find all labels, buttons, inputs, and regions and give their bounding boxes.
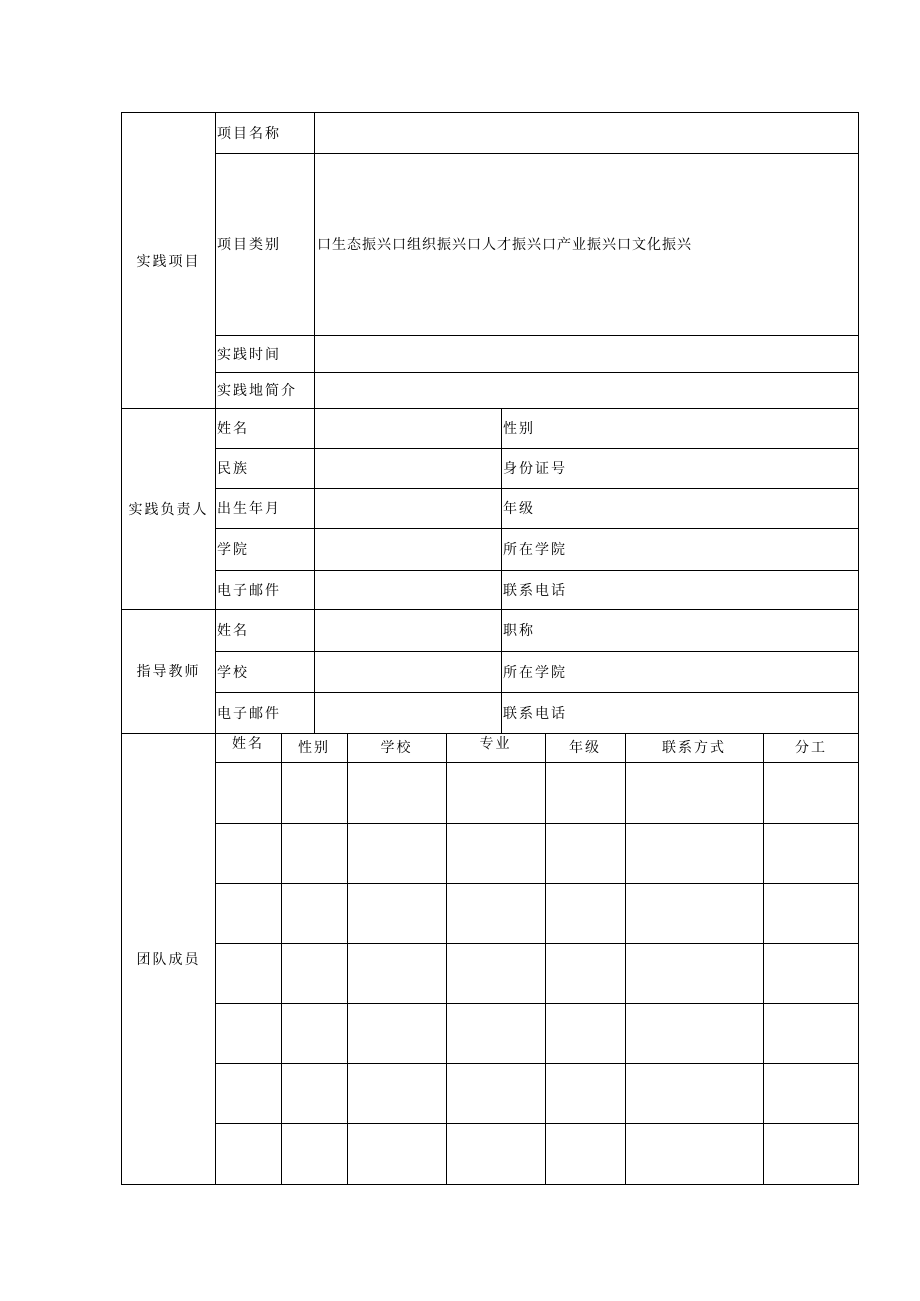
team-member-contact-cell[interactable] xyxy=(626,1124,763,1184)
team-member-name-cell[interactable] xyxy=(216,884,281,943)
team-member-school-cell[interactable] xyxy=(348,1064,446,1123)
team-member-contact-cell[interactable] xyxy=(626,1004,763,1063)
team-member-name-cell[interactable] xyxy=(216,763,281,823)
team-member-school-cell[interactable] xyxy=(348,1124,446,1184)
practice-location-field[interactable] xyxy=(315,372,859,408)
advisor-school-field[interactable] xyxy=(315,651,501,692)
section-label-practice-project: 实践项目 xyxy=(136,253,201,270)
team-member-role-cell[interactable] xyxy=(764,824,859,883)
project-name-field[interactable] xyxy=(315,113,859,153)
team-member-contact-cell[interactable] xyxy=(626,824,763,883)
leader-college-field[interactable] xyxy=(315,528,501,570)
team-member-school-cell[interactable] xyxy=(348,884,446,943)
leader-email-label: 电子邮件 xyxy=(217,582,281,599)
team-member-school-cell[interactable] xyxy=(348,1004,446,1063)
team-member-grade-cell[interactable] xyxy=(546,944,625,1003)
team-member-name-cell[interactable] xyxy=(216,824,281,883)
practice-time-label: 实践时间 xyxy=(217,346,281,363)
team-member-role-cell[interactable] xyxy=(764,763,859,823)
team-member-gender-cell[interactable] xyxy=(282,763,347,823)
team-member-major-cell[interactable] xyxy=(447,884,545,943)
team-member-major-cell[interactable] xyxy=(447,763,545,823)
leader-birth-label: 出生年月 xyxy=(217,501,281,517)
team-member-gender-cell[interactable] xyxy=(282,884,347,943)
leader-ethnicity-label: 民族 xyxy=(217,461,249,477)
team-member-gender-cell[interactable] xyxy=(282,944,347,1003)
team-header-school: 学校 xyxy=(380,740,413,756)
team-member-contact-cell[interactable] xyxy=(626,884,763,943)
section-label-leader: 实践负责人 xyxy=(128,501,209,518)
advisor-email-field[interactable] xyxy=(315,692,501,733)
team-member-role-cell[interactable] xyxy=(764,1124,859,1184)
section-label-team: 团队成员 xyxy=(136,951,201,968)
leader-birth-field[interactable] xyxy=(315,488,501,528)
advisor-name-label: 姓名 xyxy=(217,623,249,639)
team-member-school-cell[interactable] xyxy=(348,824,446,883)
project-category-label: 项目类别 xyxy=(217,237,281,253)
team-header-contact: 联系方式 xyxy=(662,740,726,756)
team-member-school-cell[interactable] xyxy=(348,763,446,823)
section-label-advisor: 指导教师 xyxy=(136,664,201,680)
advisor-email-label: 电子邮件 xyxy=(217,705,281,722)
team-header-major: 专业 xyxy=(479,736,512,752)
advisor-name-field[interactable] xyxy=(315,609,501,651)
leader-name-field[interactable] xyxy=(315,408,501,448)
leader-gender-label[interactable]: 性别 xyxy=(503,421,535,437)
team-member-name-cell[interactable] xyxy=(216,1004,281,1063)
team-member-grade-cell[interactable] xyxy=(546,884,625,943)
leader-id-label[interactable]: 身份证号 xyxy=(503,461,567,477)
team-member-gender-cell[interactable] xyxy=(282,1004,347,1063)
team-member-major-cell[interactable] xyxy=(447,1004,545,1063)
team-member-role-cell[interactable] xyxy=(764,1064,859,1123)
team-member-contact-cell[interactable] xyxy=(626,944,763,1003)
team-member-gender-cell[interactable] xyxy=(282,1124,347,1184)
team-member-grade-cell[interactable] xyxy=(546,824,625,883)
team-header-gender: 性别 xyxy=(298,740,330,756)
team-member-major-cell[interactable] xyxy=(447,1124,545,1184)
advisor-title-label[interactable]: 职称 xyxy=(503,623,535,639)
team-member-major-cell[interactable] xyxy=(447,944,545,1003)
team-member-contact-cell[interactable] xyxy=(626,763,763,823)
project-name-label: 项目名称 xyxy=(217,126,281,142)
team-member-major-cell[interactable] xyxy=(447,1064,545,1123)
advisor-phone-label[interactable]: 联系电话 xyxy=(503,705,567,722)
team-member-role-cell[interactable] xyxy=(764,1004,859,1063)
project-category-options[interactable]: 口生态振兴口组织振兴口人才振兴口产业振兴口文化振兴 xyxy=(317,237,692,253)
team-member-name-cell[interactable] xyxy=(216,1064,281,1123)
advisor-department-label[interactable]: 所在学院 xyxy=(503,664,567,681)
leader-name-label: 姓名 xyxy=(217,421,249,437)
leader-phone-label[interactable]: 联系电话 xyxy=(503,582,567,599)
team-header-role: 分工 xyxy=(795,740,827,756)
team-member-gender-cell[interactable] xyxy=(282,1064,347,1123)
team-member-major-cell[interactable] xyxy=(447,824,545,883)
team-header-grade: 年级 xyxy=(569,740,601,756)
team-member-grade-cell[interactable] xyxy=(546,1064,625,1123)
leader-department-label[interactable]: 所在学院 xyxy=(503,542,567,558)
application-form-table xyxy=(121,112,859,1185)
team-member-gender-cell[interactable] xyxy=(282,824,347,883)
team-member-contact-cell[interactable] xyxy=(626,1064,763,1123)
team-header-name: 姓名 xyxy=(232,736,264,752)
team-member-grade-cell[interactable] xyxy=(546,1004,625,1063)
leader-email-field[interactable] xyxy=(315,570,501,609)
team-member-grade-cell[interactable] xyxy=(546,1124,625,1184)
leader-college-label: 学院 xyxy=(217,542,249,558)
leader-grade-label[interactable]: 年级 xyxy=(503,501,535,517)
team-member-name-cell[interactable] xyxy=(216,944,281,1003)
team-member-school-cell[interactable] xyxy=(348,944,446,1003)
advisor-school-label: 学校 xyxy=(217,664,249,681)
team-member-name-cell[interactable] xyxy=(216,1124,281,1184)
team-member-grade-cell[interactable] xyxy=(546,763,625,823)
practice-time-field[interactable] xyxy=(315,335,859,372)
team-member-role-cell[interactable] xyxy=(764,944,859,1003)
team-member-role-cell[interactable] xyxy=(764,884,859,943)
leader-ethnicity-field[interactable] xyxy=(315,448,501,488)
practice-location-label: 实践地简介 xyxy=(217,383,297,399)
